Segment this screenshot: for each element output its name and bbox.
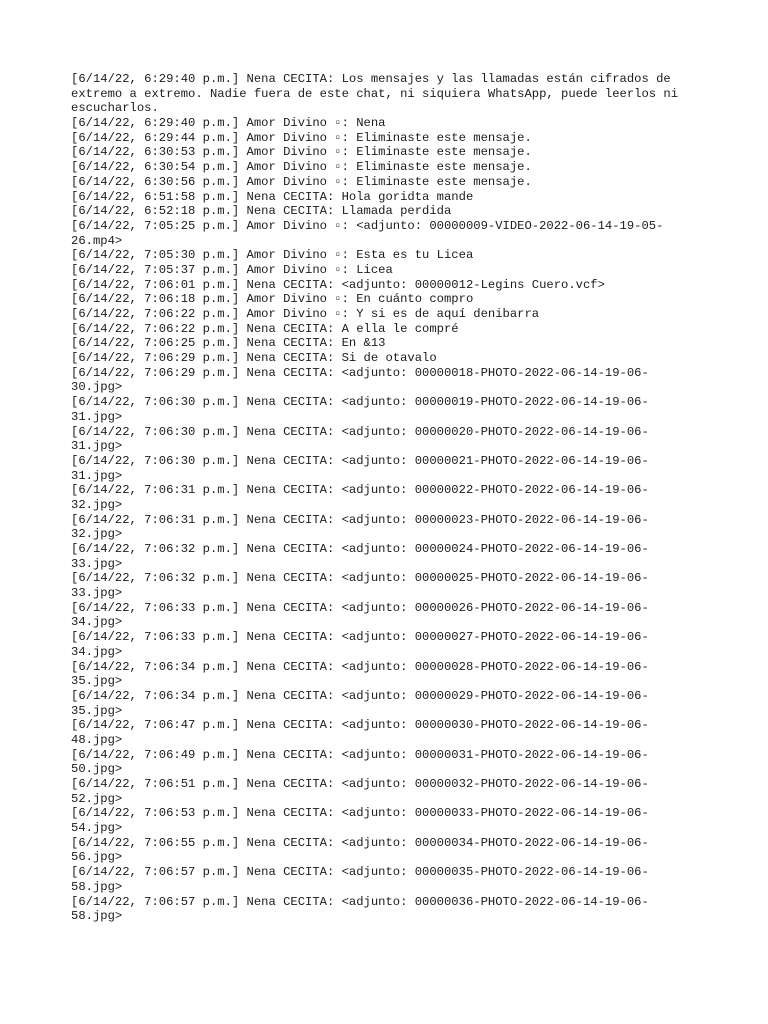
transcript-line: 33.jpg> [71, 556, 123, 571]
transcript-line: [6/14/22, 7:05:30 p.m.] Amor Divino ▫: Esta es tu Licea [71, 248, 474, 263]
transcript-line: 56.jpg> [71, 850, 123, 865]
transcript-line: extremo a extremo. Nadie fuera de este chat, ni siquiera WhatsApp, puede leerlos ni [71, 86, 679, 101]
transcript-line: [6/14/22, 7:06:30 p.m.] Nena CECITA: <adjunto: 00000019-PHOTO-2022-06-14-19-06- [71, 395, 649, 410]
transcript-line: 30.jpg> [71, 380, 123, 395]
transcript-line: 35.jpg> [71, 674, 123, 689]
transcript-line: 31.jpg> [71, 439, 123, 454]
transcript-line: [6/14/22, 6:52:18 p.m.] Nena CECITA: Llamada perdida [71, 204, 452, 219]
transcript-line: 54.jpg> [71, 821, 123, 836]
transcript-line: 32.jpg> [71, 497, 123, 512]
transcript-line: [6/14/22, 7:06:31 p.m.] Nena CECITA: <adjunto: 00000022-PHOTO-2022-06-14-19-06- [71, 483, 649, 498]
transcript-line: [6/14/22, 6:29:40 p.m.] Amor Divino ▫: Nena [71, 116, 386, 131]
transcript-line: [6/14/22, 6:30:54 p.m.] Amor Divino ▫: Eliminaste este mensaje. [71, 160, 532, 175]
transcript-line: 58.jpg> [71, 909, 123, 924]
transcript-line: [6/14/22, 7:06:34 p.m.] Nena CECITA: <adjunto: 00000028-PHOTO-2022-06-14-19-06- [71, 659, 649, 674]
transcript-line: [6/14/22, 7:06:30 p.m.] Nena CECITA: <adjunto: 00000021-PHOTO-2022-06-14-19-06- [71, 453, 649, 468]
transcript-line: [6/14/22, 7:06:51 p.m.] Nena CECITA: <adjunto: 00000032-PHOTO-2022-06-14-19-06- [71, 777, 649, 791]
transcript-line: [6/14/22, 7:05:37 p.m.] Amor Divino ▫: Licea [71, 262, 393, 277]
transcript-line: [6/14/22, 6:29:44 p.m.] Amor Divino ▫: Eliminaste este mensaje. [71, 130, 532, 145]
transcript-line: [6/14/22, 7:06:29 p.m.] Nena CECITA: Si de otavalo [71, 351, 437, 366]
transcript-line: [6/14/22, 7:06:47 p.m.] Nena CECITA: <adjunto: 00000030-PHOTO-2022-06-14-19-06- [71, 718, 649, 733]
transcript-line: 52.jpg> [71, 791, 123, 806]
transcript-line: 33.jpg> [71, 586, 123, 601]
transcript-line: [6/14/22, 7:06:01 p.m.] Nena CECITA: <adjunto: 00000012-Legins Cuero.vcf> [71, 277, 605, 292]
transcript-line: 50.jpg> [71, 762, 123, 777]
chat-transcript [71, 72, 711, 924]
transcript-line: 34.jpg> [71, 644, 123, 659]
transcript-line: [6/14/22, 7:06:57 p.m.] Nena CECITA: <adjunto: 00000035-PHOTO-2022-06-14-19-06- [71, 865, 649, 880]
transcript-line: [6/14/22, 7:06:33 p.m.] Nena CECITA: <adjunto: 00000026-PHOTO-2022-06-14-19-06- [71, 600, 649, 615]
transcript-line: [6/14/22, 7:06:29 p.m.] Nena CECITA: <adjunto: 00000018-PHOTO-2022-06-14-19-06- [71, 365, 649, 380]
transcript-line: [6/14/22, 7:06:32 p.m.] Nena CECITA: <adjunto: 00000025-PHOTO-2022-06-14-19-06- [71, 571, 649, 586]
transcript-line: escucharlos. [71, 101, 159, 116]
transcript-line: [6/14/22, 7:06:22 p.m.] Amor Divino ▫: Y si es de aquí denibarra [71, 307, 540, 321]
transcript-line: [6/14/22, 7:06:25 p.m.] Nena CECITA: En &13 [71, 336, 386, 351]
transcript-line: 26.mp4> [71, 233, 123, 248]
transcript-line: [6/14/22, 7:06:32 p.m.] Nena CECITA: <adjunto: 00000024-PHOTO-2022-06-14-19-06- [71, 542, 649, 556]
transcript-line: 48.jpg> [71, 732, 123, 747]
transcript-line: 31.jpg> [71, 468, 123, 483]
transcript-line: [6/14/22, 7:06:49 p.m.] Nena CECITA: <adjunto: 00000031-PHOTO-2022-06-14-19-06- [71, 747, 649, 762]
transcript-line: [6/14/22, 7:06:55 p.m.] Nena CECITA: <adjunto: 00000034-PHOTO-2022-06-14-19-06- [71, 835, 649, 850]
transcript-line: [6/14/22, 7:06:22 p.m.] Nena CECITA: A ella le compré [71, 321, 459, 336]
transcript-line: [6/14/22, 7:05:25 p.m.] Amor Divino ▫: <adjunto: 00000009-VIDEO-2022-06-14-19-05- [71, 218, 664, 233]
transcript-line: [6/14/22, 6:51:58 p.m.] Nena CECITA: Hola goridta mande [71, 189, 474, 204]
transcript-line: 34.jpg> [71, 615, 123, 630]
transcript-line: [6/14/22, 7:06:18 p.m.] Amor Divino ▫: En cuánto compro [71, 292, 474, 307]
transcript-line: 31.jpg> [71, 409, 123, 424]
transcript-line: [6/14/22, 7:06:33 p.m.] Nena CECITA: <adjunto: 00000027-PHOTO-2022-06-14-19-06- [71, 630, 649, 645]
transcript-line: [6/14/22, 6:29:40 p.m.] Nena CECITA: Los mensajes y las llamadas están cifrados de [71, 72, 671, 86]
transcript-line: [6/14/22, 7:06:30 p.m.] Nena CECITA: <adjunto: 00000020-PHOTO-2022-06-14-19-06- [71, 424, 649, 439]
transcript-line: [6/14/22, 7:06:34 p.m.] Nena CECITA: <adjunto: 00000029-PHOTO-2022-06-14-19-06- [71, 688, 649, 703]
transcript-line: 35.jpg> [71, 703, 123, 718]
transcript-line: [6/14/22, 6:30:53 p.m.] Amor Divino ▫: Eliminaste este mensaje. [71, 145, 532, 160]
transcript-line: [6/14/22, 7:06:31 p.m.] Nena CECITA: <adjunto: 00000023-PHOTO-2022-06-14-19-06- [71, 512, 649, 527]
transcript-line: [6/14/22, 7:06:57 p.m.] Nena CECITA: <adjunto: 00000036-PHOTO-2022-06-14-19-06- [71, 894, 649, 909]
transcript-line: 32.jpg> [71, 527, 123, 542]
transcript-line: 58.jpg> [71, 879, 123, 894]
transcript-line: [6/14/22, 7:06:53 p.m.] Nena CECITA: <adjunto: 00000033-PHOTO-2022-06-14-19-06- [71, 806, 649, 821]
transcript-line: [6/14/22, 6:30:56 p.m.] Amor Divino ▫: Eliminaste este mensaje. [71, 174, 532, 189]
